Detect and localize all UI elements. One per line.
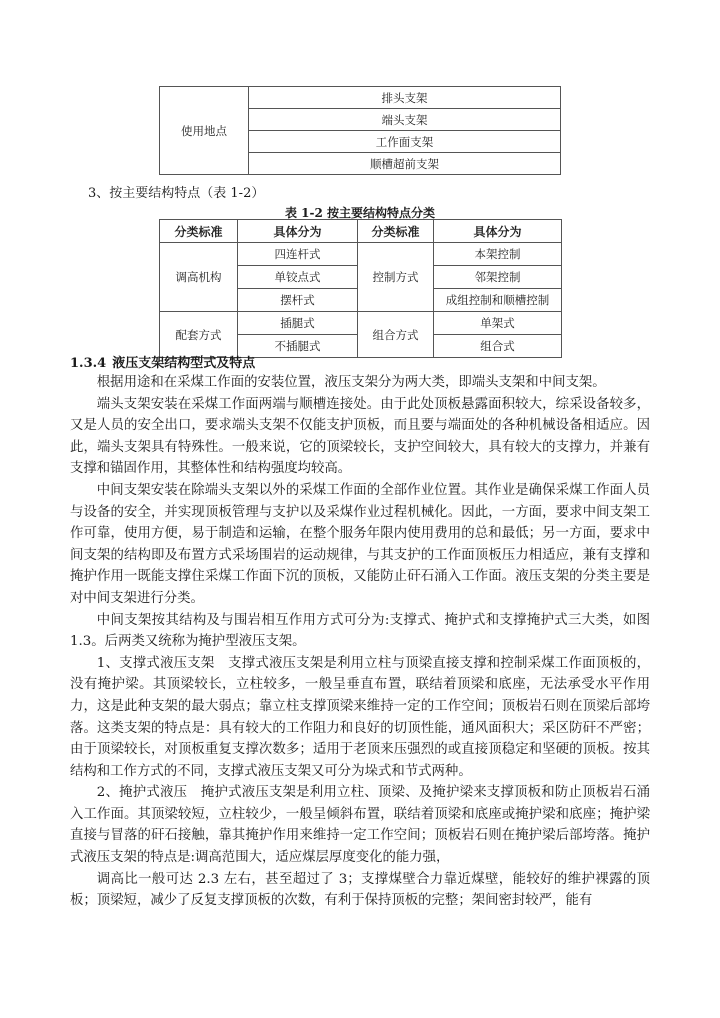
body-text bbox=[70, 372, 650, 912]
section-title: 液压支架结构型式及特点 bbox=[112, 356, 256, 371]
column-header: 分类标准 bbox=[160, 220, 238, 243]
table-cell: 单架式 bbox=[434, 312, 562, 335]
column-header: 具体分为 bbox=[434, 220, 562, 243]
table-cell: 排头支架 bbox=[249, 87, 561, 109]
subheading: 3、按主要结构特点（表 1-2） bbox=[88, 186, 265, 201]
table-cell: 成组控制和顺槽控制 bbox=[434, 289, 562, 312]
paragraph: 端头支架安装在采煤工作面两端与顺槽连接处。由于此处顶板悬露面积较大，综采设备较多，又是人员的安全出口，要求端头支架不仅能支护顶板，而且要与端面处的各种机械设备相适应。因此，端头支架具有特殊性。一般来说，它的顶梁较长，支护空间较大，具有较大的支撑力，并兼有支撑和锚固作用，其整体性和结构强度均较高。 bbox=[70, 396, 650, 477]
paragraph: 调高比一般可达 2.3 左右，甚至超过了 3；支撑煤壁合力靠近煤壁，能较好的维护裸露的顶板；顶梁短，减少了反复支撑顶板的次数，有利于保持顶板的完整；架间密封较严，能有 bbox=[70, 871, 650, 909]
table-cell: 端头支架 bbox=[249, 109, 561, 131]
table-cell-category: 配套方式 bbox=[160, 312, 238, 358]
table-cell: 本架控制 bbox=[434, 243, 562, 266]
table-row bbox=[160, 87, 561, 109]
table-header-row bbox=[160, 220, 562, 243]
paragraph: 1、支撑式液压支架 支撑式液压支架是利用立柱与顶梁直接支撑和控制采煤工作面顶板的，没有掩护梁。其顶梁较长，立柱较多，一般呈垂直布置，联结着顶梁和底座，无法承受水平作用力，这是此种支架的最大弱点；靠立柱支撑顶梁来维持一定的工作空间；顶板岩石则在顶梁后部垮落。这类支架的特点是：具有较大的工作阻力和良好的切顶性能，通风面积大；采区防矸不严密；由于顶梁较长，对顶板重复支撑次数多；适用于老顶来压强烈的或直接顶稳定和坚硬的顶板。按其结构和工作方式的不同，支撑式液压支架又可分为垛式和节式两种。 bbox=[70, 655, 650, 779]
structure-classification-table bbox=[159, 219, 562, 358]
table-cell: 顺槽超前支架 bbox=[249, 153, 561, 175]
section-heading bbox=[70, 352, 255, 371]
table-cell: 摆杆式 bbox=[238, 289, 358, 312]
table-cell: 不插腿式 bbox=[238, 335, 358, 358]
table-cell-category: 使用地点 bbox=[160, 87, 249, 175]
table-cell-category: 调高机构 bbox=[160, 243, 238, 312]
table-cell: 工作面支架 bbox=[249, 131, 561, 153]
table-cell: 组合式 bbox=[434, 335, 562, 358]
usage-location-table bbox=[159, 86, 561, 175]
paragraph: 中间支架按其结构及与围岩相互作用方式可分为:支撑式、掩护式和支撑掩护式三大类，如图 1.3。后两类又统称为掩护型液压支架。 bbox=[70, 612, 650, 650]
table-caption: 表 1-2 按主要结构特点分类 bbox=[284, 206, 436, 220]
column-header: 具体分为 bbox=[238, 220, 358, 243]
table-cell: 单铰点式 bbox=[238, 266, 358, 289]
paragraph: 根据用途和在采煤工作面的安装位置，液压支架分为两大类，即端头支架和中间支架。 bbox=[96, 375, 606, 390]
table-cell: 插腿式 bbox=[238, 312, 358, 335]
table-row bbox=[160, 243, 562, 266]
column-header: 分类标准 bbox=[358, 220, 434, 243]
table-cell-category: 组合方式 bbox=[358, 312, 434, 358]
paragraph: 2、掩护式液压 掩护式液压支架是利用立柱、顶梁、及掩护梁来支撑顶板和防止顶板岩石涌入工作面。其顶梁较短，立柱较少，一般呈倾斜布置，联结着顶梁和底座或掩护梁和底座；掩护梁直接与冒落的矸石接触，靠其掩护作用来维持一定工作空间；顶板岩石则在掩护梁后部垮落。掩护式液压支架的特点是:调高范围大，适应煤层厚度变化的能力强， bbox=[70, 785, 650, 866]
table-row bbox=[160, 312, 562, 335]
table-cell: 邻架控制 bbox=[434, 266, 562, 289]
table-cell-category: 控制方式 bbox=[358, 243, 434, 312]
section-number: 1.3.4 bbox=[70, 356, 107, 371]
paragraph: 中间支架安装在除端头支架以外的采煤工作面的全部作业位置。其作业是确保采煤工作面人员与设备的安全，并实现顶板管理与支护以及采煤作业过程机械化。因此，一方面，要求中间支架工作可靠，使用方便，易于制造和运输，在整个服务年限内使用费用的总和最低；另一方面，要求中间支架的结构即及布置方式采场围岩的运动规律，与其支护的工作面顶板压力相适应，兼有支撑和掩护作用一既能支撑住采煤工作面下沉的顶板，又能防止矸石涌入工作面。液压支架的分类主要是对中间支架进行分类。 bbox=[70, 482, 650, 606]
table-cell: 四连杆式 bbox=[238, 243, 358, 266]
